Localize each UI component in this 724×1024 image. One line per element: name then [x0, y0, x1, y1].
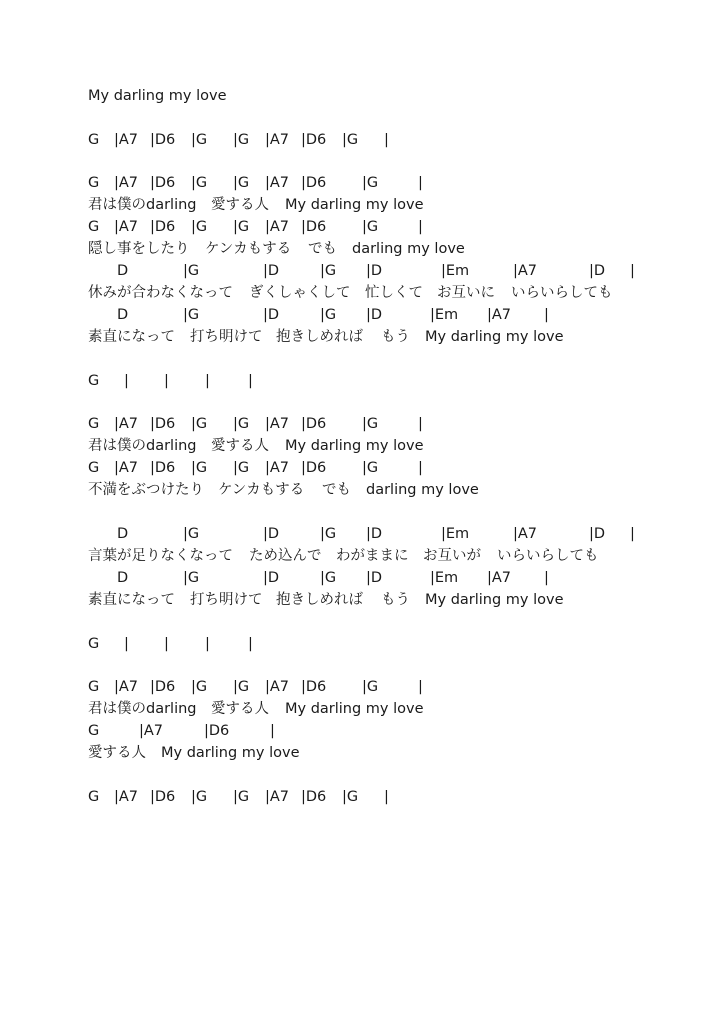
- chord-token: G: [88, 636, 100, 652]
- chord-token: |A7: [114, 679, 139, 695]
- chord-token: |D: [263, 526, 280, 542]
- lyric-phrase: 君は僕のdarling: [88, 197, 197, 213]
- lyric-phrase: お互いが: [423, 548, 481, 564]
- lyric-phrase: darling my love: [366, 482, 479, 498]
- chord-token: |Em: [430, 570, 459, 586]
- chord-token: |D6: [150, 219, 176, 235]
- chord-token: |A7: [487, 307, 512, 323]
- chord-token: |Em: [430, 307, 459, 323]
- chord-token: |D6: [150, 789, 176, 805]
- lyric-phrase: 愛する人: [211, 701, 269, 717]
- chord-token: |A7: [265, 460, 290, 476]
- chord-token: |G: [362, 219, 379, 235]
- chord-token: |A7: [139, 723, 164, 739]
- chord-line: [0, 304, 724, 326]
- chord-line: [0, 370, 724, 392]
- chord-token: |A7: [114, 175, 139, 191]
- lyric-phrase: 抱きしめれば: [276, 329, 363, 345]
- lyric-phrase: 君は僕のdarling: [88, 701, 197, 717]
- chord-line: [0, 216, 724, 238]
- chord-token: |G: [183, 526, 200, 542]
- chord-token: |G: [320, 526, 337, 542]
- chord-token: |G: [191, 416, 208, 432]
- chord-token: |A7: [513, 526, 538, 542]
- chord-token: |G: [233, 460, 250, 476]
- chord-token: G: [88, 219, 100, 235]
- chord-token: |D: [263, 570, 280, 586]
- chord-token: |: [630, 526, 635, 542]
- chord-token: |D: [263, 307, 280, 323]
- lyric-phrase: もう: [381, 329, 410, 345]
- chord-line: [0, 786, 724, 808]
- chord-token: |G: [342, 789, 359, 805]
- chord-token: |G: [191, 789, 208, 805]
- lyric-line: [0, 282, 724, 304]
- chord-token: |G: [320, 263, 337, 279]
- lyric-phrase: 君は僕のdarling: [88, 438, 197, 454]
- chord-token: |D: [366, 526, 383, 542]
- chord-token: |G: [183, 570, 200, 586]
- chord-token: |D6: [150, 132, 176, 148]
- chord-line: [0, 567, 724, 589]
- chord-token: |: [205, 373, 210, 389]
- chord-token: G: [88, 132, 100, 148]
- chord-token: |G: [233, 416, 250, 432]
- chord-token: |A7: [114, 132, 139, 148]
- chord-token: |: [544, 307, 549, 323]
- chord-token: |: [544, 570, 549, 586]
- chord-token: |: [205, 636, 210, 652]
- chord-token: |G: [183, 307, 200, 323]
- chord-token: |: [248, 373, 253, 389]
- chord-token: |A7: [114, 460, 139, 476]
- chord-token: |: [384, 789, 389, 805]
- chord-token: D: [117, 526, 129, 542]
- lyric-phrase: 休みが合わなくなって: [88, 285, 233, 301]
- lyric-phrase: 隠し事をしたり: [88, 241, 190, 257]
- title-text: My darling my love: [88, 88, 227, 104]
- chord-token: |A7: [513, 263, 538, 279]
- chord-token: |D6: [301, 789, 327, 805]
- lyric-line: [0, 545, 724, 567]
- chord-token: |: [270, 723, 275, 739]
- lyric-line: [0, 194, 724, 216]
- lyric-phrase: ぎくしゃくして: [249, 285, 351, 301]
- chord-token: G: [88, 416, 100, 432]
- chord-token: |: [418, 460, 423, 476]
- chord-token: |Em: [441, 526, 470, 542]
- lyric-phrase: 愛する人: [88, 745, 146, 761]
- chord-token: |D6: [150, 416, 176, 432]
- chord-token: |G: [183, 263, 200, 279]
- chord-token: |D6: [301, 416, 327, 432]
- lyric-phrase: 素直になって: [88, 329, 175, 345]
- chord-token: |G: [191, 175, 208, 191]
- chord-line: [0, 676, 724, 698]
- chord-token: |: [418, 416, 423, 432]
- chord-token: |A7: [114, 219, 139, 235]
- chord-token: |A7: [265, 175, 290, 191]
- chord-token: |: [384, 132, 389, 148]
- chord-token: G: [88, 679, 100, 695]
- lyric-phrase: 不満をぶつけたり: [88, 482, 204, 498]
- chord-token: G: [88, 789, 100, 805]
- chord-token: |A7: [114, 789, 139, 805]
- chord-token: |G: [362, 679, 379, 695]
- chord-token: |D: [366, 570, 383, 586]
- lyric-phrase: My darling my love: [425, 592, 564, 608]
- chord-token: |G: [362, 460, 379, 476]
- chord-token: |Em: [441, 263, 470, 279]
- chord-line: [0, 260, 724, 282]
- chord-token: G: [88, 460, 100, 476]
- chord-line: [0, 720, 724, 742]
- chord-token: |G: [191, 132, 208, 148]
- chord-token: |A7: [265, 679, 290, 695]
- chord-token: |G: [342, 132, 359, 148]
- chord-line: [0, 172, 724, 194]
- chord-token: |D: [366, 307, 383, 323]
- chord-token: |: [418, 219, 423, 235]
- chord-token: |D6: [204, 723, 230, 739]
- lyric-line: [0, 742, 724, 764]
- lyric-phrase: いらいらしても: [511, 285, 613, 301]
- chord-token: |: [124, 636, 129, 652]
- lyric-phrase: わがままに: [336, 548, 409, 564]
- chord-token: |D6: [301, 679, 327, 695]
- chord-token: |G: [191, 460, 208, 476]
- chord-line: [0, 457, 724, 479]
- chord-token: |D: [589, 526, 606, 542]
- lyric-phrase: 素直になって: [88, 592, 175, 608]
- chord-token: D: [117, 307, 129, 323]
- chord-token: D: [117, 570, 129, 586]
- chord-token: |G: [191, 679, 208, 695]
- chord-line: [0, 523, 724, 545]
- chord-token: |: [630, 263, 635, 279]
- lyric-line: [0, 238, 724, 260]
- lyric-phrase: 打ち明けて: [190, 329, 263, 345]
- lyric-phrase: 忙しくて: [365, 285, 423, 301]
- chord-token: |: [418, 175, 423, 191]
- chord-token: |G: [362, 175, 379, 191]
- chord-token: |A7: [265, 219, 290, 235]
- chord-token: |: [124, 373, 129, 389]
- chord-token: |: [418, 679, 423, 695]
- chord-token: |: [248, 636, 253, 652]
- lyric-phrase: 打ち明けて: [190, 592, 263, 608]
- chord-token: |A7: [265, 132, 290, 148]
- chord-token: |D6: [301, 132, 327, 148]
- chord-token: |G: [233, 132, 250, 148]
- chord-token: |A7: [487, 570, 512, 586]
- chord-token: |G: [191, 219, 208, 235]
- lyric-line: [0, 479, 724, 501]
- chord-token: |: [164, 373, 169, 389]
- lyric-line: [0, 698, 724, 720]
- chord-token: |G: [362, 416, 379, 432]
- chord-token: |D6: [150, 175, 176, 191]
- chord-token: |G: [320, 570, 337, 586]
- lyric-phrase: ケンカもする: [218, 482, 305, 498]
- chord-token: |G: [233, 679, 250, 695]
- lyric-phrase: でも: [308, 241, 337, 257]
- chord-line: [0, 129, 724, 151]
- lyric-phrase: 愛する人: [211, 438, 269, 454]
- chord-token: G: [88, 723, 100, 739]
- lyric-phrase: 言葉が足りなくなって: [88, 548, 233, 564]
- lyric-phrase: もう: [381, 592, 410, 608]
- song-title: [0, 85, 724, 107]
- lyric-phrase: My darling my love: [161, 745, 300, 761]
- chord-token: |D6: [301, 460, 327, 476]
- chord-token: |D6: [301, 219, 327, 235]
- chord-token: G: [88, 373, 100, 389]
- lyric-phrase: 愛する人: [211, 197, 269, 213]
- chord-token: |G: [233, 175, 250, 191]
- lyric-line: [0, 435, 724, 457]
- chord-token: |D6: [301, 175, 327, 191]
- lyric-phrase: お互いに: [437, 285, 495, 301]
- lyric-phrase: My darling my love: [425, 329, 564, 345]
- chord-line: [0, 633, 724, 655]
- chord-line: [0, 413, 724, 435]
- chord-token: G: [88, 175, 100, 191]
- lyric-phrase: My darling my love: [285, 701, 424, 717]
- chord-token: |D6: [150, 679, 176, 695]
- lyric-phrase: darling my love: [352, 241, 465, 257]
- lyric-line: [0, 589, 724, 611]
- lyric-line: [0, 326, 724, 348]
- chord-token: |: [164, 636, 169, 652]
- chord-token: |G: [320, 307, 337, 323]
- chord-token: |A7: [265, 789, 290, 805]
- lyric-phrase: 抱きしめれば: [276, 592, 363, 608]
- lyric-phrase: ケンカもする: [205, 241, 292, 257]
- chord-token: |A7: [265, 416, 290, 432]
- chord-token: |D: [263, 263, 280, 279]
- chord-token: |G: [233, 789, 250, 805]
- chord-token: |D: [589, 263, 606, 279]
- lyric-phrase: My darling my love: [285, 438, 424, 454]
- chord-token: |G: [233, 219, 250, 235]
- lyric-phrase: ため込んで: [249, 548, 322, 564]
- lyric-phrase: でも: [322, 482, 351, 498]
- lyric-phrase: いらいらしても: [497, 548, 599, 564]
- chord-token: |D: [366, 263, 383, 279]
- chord-token: |A7: [114, 416, 139, 432]
- lyric-phrase: My darling my love: [285, 197, 424, 213]
- chord-token: |D6: [150, 460, 176, 476]
- chord-token: D: [117, 263, 129, 279]
